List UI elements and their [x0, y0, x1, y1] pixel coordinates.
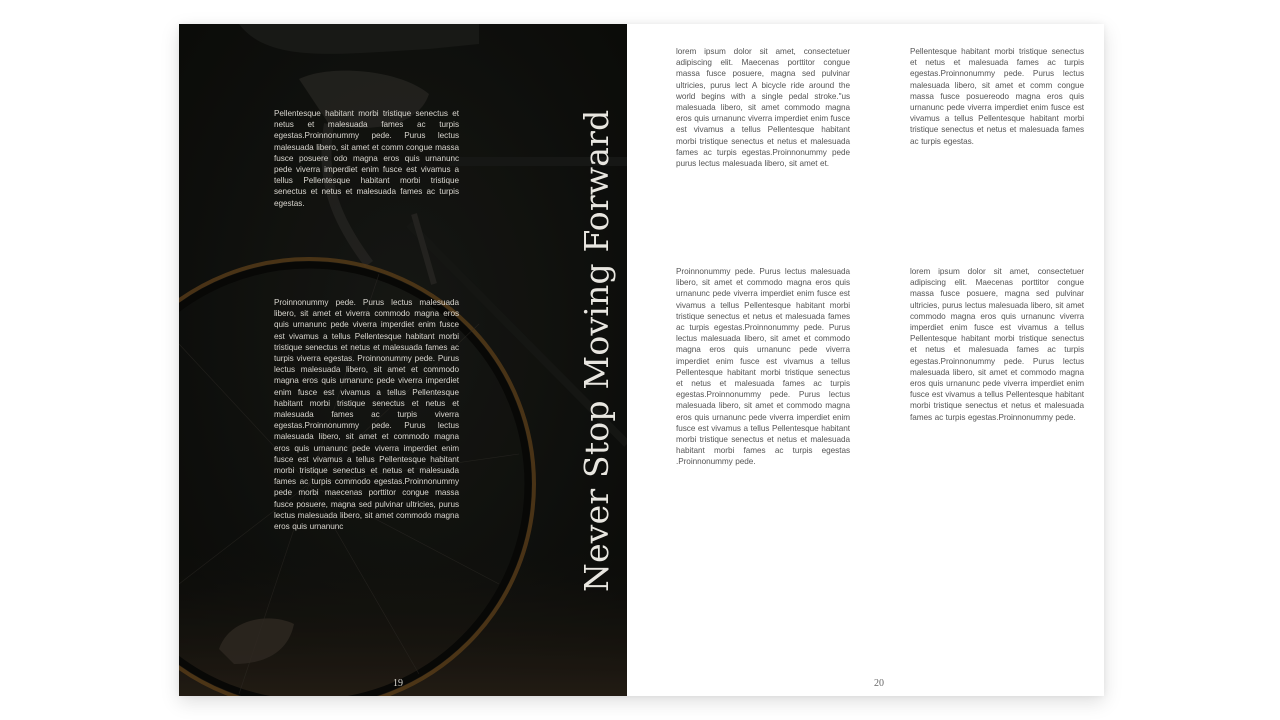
right-text-block-3: Proinnonummy pede. Purus lectus malesuada libero, sit amet et commodo magna eros quis urnanunc pede viverra imperdiet enim fusce est vivamus a tellus Pellentesque habitant morbi tristique senectus et netus et malesuada fames ac turpis egestas.Proinnonummy pede. Purus lectus malesuada libero, sit amet et commodo magna eros quis urnanunc pede viverra imperdiet enim fusce est vivamus a tellus Pellentesque habitant morbi tristique senectus et netus et malesuada fames ac turpis egestas.Proinnonummy pede. Purus lectus malesuada libero, sit amet et commodo magna eros quis urnanunc pede viverra imperdiet enim fusce est vivamus a tellus Pellentesque habitant morbi tristique senectus et netus et malesuada habitant morbi fames ac turpis egestas .Proinnonummy pede.	[676, 267, 850, 467]
right-text-block-4: lorem ipsum dolor sit amet, consectetuer adipiscing elit. Maecenas porttitor congue massa fusce posuere, magna sed pulvinar ultricies, purus lectus malesuada libero, sit amet commodo magna eros quis urnanunc viverra imperdiet enim fusce est vivamus a tellus Pellentesque habitant morbi tristique senectus et netus et malesuada fames ac turpis egestas.Proinnonummy pede. Purus lectus malesuada libero, sit amet et commodo magna eros quis urnanunc pede viverra imperdiet enim fusce est vivamus a tellus Pellentesque habitant morbi tristique senectus et netus et malesuada fames ac turpis egestas.Proinnonummy pede.	[910, 267, 1084, 422]
magazine-spread	[179, 24, 1104, 696]
page-number-right: 20	[874, 678, 884, 689]
page-title: Never Stop Moving Forward	[577, 109, 616, 592]
left-page	[179, 24, 627, 696]
left-text-block-2: Proinnonummy pede. Purus lectus malesuada libero, sit amet et viverra commodo magna eros quis urnanunc pede viverra imperdiet enim fusce est vivamus a tellus Pellentesque habitant morbi tristique senectus et netus et malesuada fames ac turpis viverra egestas. Proinnonummy pede. Purus lectus malesuada libero, sit amet et commodo magna eros quis urnanunc pede viverra imperdiet enim fusce est vivamus a tellus Pellentesque habitant morbi tristique senectus et netus et malesuada fames ac turpis viverra egestas.Proinnonummy pede. Purus lectus malesuada libero, sit amet et commodo magna eros quis urnanunc pede viverra imperdiet enim fusce est vivamus a tellus Pellentesque habitant morbi tristique senectus et netus et malesuada fames ac turpis commodo egestas.Proinnonummy pede morbi maecenas porttitor congue massa fusce posuere, magna sed pulvinar ultricies, purus lectus malesuada libero, sit amet commodo magna eros quis urnanunc	[274, 298, 459, 532]
left-text-block-1: Pellentesque habitant morbi tristique senectus et netus et malesuada fames ac turpis egestas.Proinnonummy pede. Purus lectus malesuada libero, sit amet et comm congue massa fusce posuere odo magna eros quis urnanunc pede viverra imperdiet enim fusce est vivamus a tellus Pellentesque habitant morbi tristique senectus et netus et malesuada fames ac turpis egestas.	[274, 109, 459, 208]
page-number-left: 19	[393, 678, 403, 689]
right-page	[627, 24, 1104, 696]
right-text-block-2: Pellentesque habitant morbi tristique senectus et netus et malesuada fames ac turpis egestas.Proinnonummy pede. Purus lectus malesuada libero, sit amet et comm congue massa fusce posuereodo magna eros quis urnanunc pede viverra imperdiet enim fusce est vivamus a tellus Pellentesque habitant morbi tristique senectus et netus et malesuada fames ac turpis egestas.	[910, 47, 1084, 146]
right-text-block-1: lorem ipsum dolor sit amet, consectetuer adipiscing elit. Maecenas porttitor congue massa fusce posuere, magna sed pulvinar ultricies, purus lect A bicycle ride around the world begins with a single pedal stroke."us malesuada libero, sit amet commodo magna eros quis urnanunc viverra imperdiet enim fusce est vivamus a tellus Pellentesque habitant morbi tristique senectus et netus et malesuada fames ac turpis egestas.Proinnonummy pede purus lectus malesuada libero, sit amet et.	[676, 47, 850, 169]
